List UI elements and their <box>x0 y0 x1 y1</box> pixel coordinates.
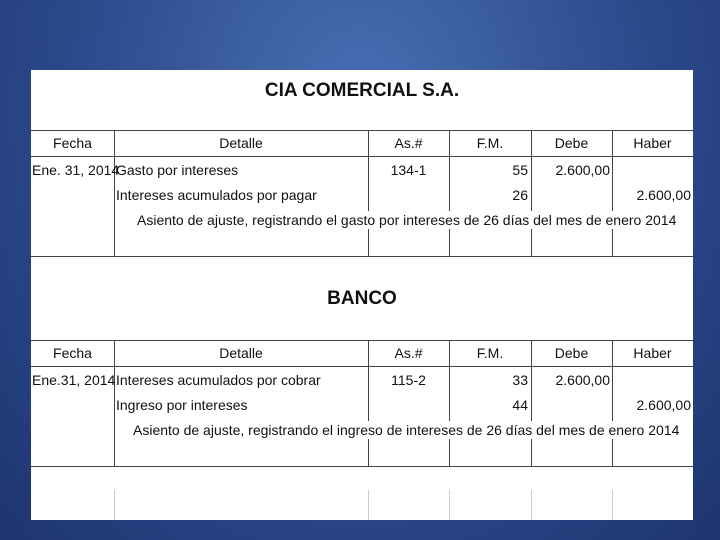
header-fecha: Fecha <box>53 135 92 151</box>
entry-note: Asiento de ajuste, registrando el gasto por intereses de 26 días del mes de enero 2014 <box>137 212 677 228</box>
row-fecha: Ene.31, 2014 <box>32 372 116 388</box>
row-debe: 2.600,00 <box>555 162 610 178</box>
header-fm: F.M. <box>476 345 504 361</box>
row-haber: 2.600,00 <box>636 397 691 413</box>
header-detalle: Detalle <box>219 345 263 361</box>
header-haber: Haber <box>633 345 672 361</box>
header-detalle: Detalle <box>219 135 263 151</box>
header-bottom-rule <box>31 156 693 157</box>
col-divider <box>531 490 532 520</box>
col-divider <box>368 490 369 520</box>
col-divider <box>449 490 450 520</box>
row-fm: 55 <box>512 162 528 178</box>
header-asiento: As.# <box>394 345 423 361</box>
row-detalle: Intereses acumulados por pagar <box>116 187 317 203</box>
row-debe: 2.600,00 <box>555 372 610 388</box>
header-debe: Debe <box>554 135 589 151</box>
journal-title-banco: BANCO <box>327 288 397 309</box>
entry-note: Asiento de ajuste, registrando el ingreso de intereses de 26 días del mes de enero 2014 <box>133 422 680 438</box>
row-fm: 26 <box>512 187 528 203</box>
col-divider <box>612 490 613 520</box>
header-haber: Haber <box>633 135 672 151</box>
header-top-rule-2 <box>31 340 693 341</box>
col-divider <box>114 490 115 520</box>
row-detalle: Gasto por intereses <box>116 162 239 178</box>
header-fm: F.M. <box>476 135 504 151</box>
journal-sheet <box>31 70 693 520</box>
row-detalle: Intereses acumulados por cobrar <box>116 372 321 388</box>
header-top-rule <box>31 130 693 131</box>
journal-title-cia: CIA COMERCIAL S.A. <box>264 80 460 101</box>
header-asiento: As.# <box>394 135 423 151</box>
row-fm: 33 <box>512 372 528 388</box>
row-fm: 44 <box>512 397 528 413</box>
row-asiento: 134-1 <box>390 162 427 178</box>
row-asiento: 115-2 <box>391 372 426 388</box>
header-bottom-rule-2 <box>31 366 693 367</box>
table-bottom-rule <box>31 256 693 257</box>
row-haber: 2.600,00 <box>636 187 691 203</box>
header-debe: Debe <box>554 345 589 361</box>
row-fecha: Ene. 31, 2014 <box>32 162 120 178</box>
header-fecha: Fecha <box>53 345 92 361</box>
row-detalle: Ingreso por intereses <box>116 397 248 413</box>
table-bottom-rule-2 <box>31 466 693 467</box>
